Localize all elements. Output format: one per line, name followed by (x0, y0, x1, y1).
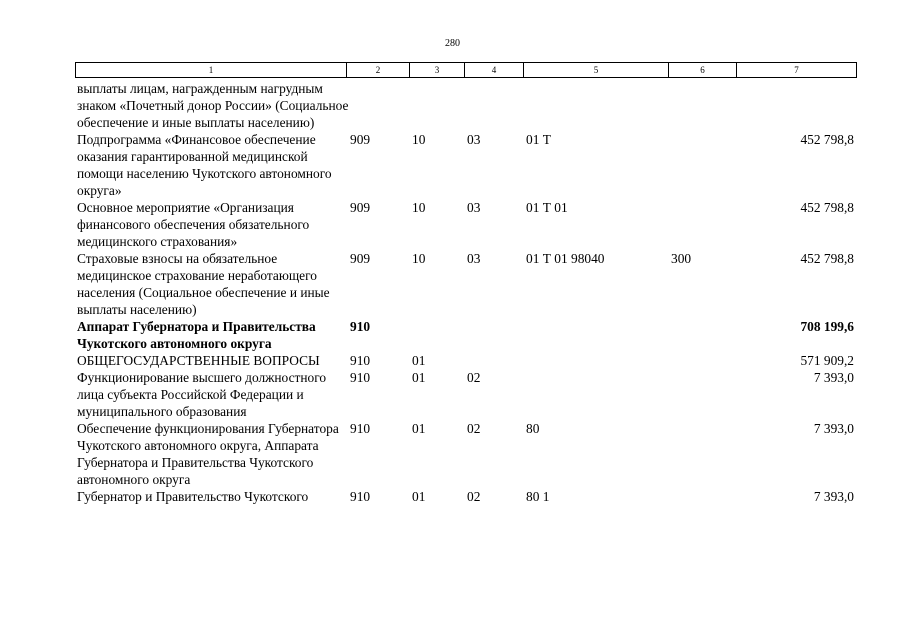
row-sum: 7 393,0 (813, 370, 854, 385)
row-sum: 571 909,2 (800, 353, 854, 368)
row-section: 01 (412, 421, 426, 436)
row-name: Аппарат Губернатора и Правительства Чукотского автономного округа (77, 319, 316, 351)
row-section: 10 (412, 251, 426, 266)
row-article: 01 Т 01 98040 (526, 251, 605, 266)
row-code: 910 (350, 370, 371, 385)
column-header-7: 7 (737, 63, 857, 78)
row-name: Страховые взносы на обязательное медицинское страхование неработающего населения (Социальное обеспечение и иные выплаты населению) (77, 251, 330, 317)
row-section: 01 (412, 370, 426, 385)
row-sum: 452 798,8 (800, 200, 854, 215)
row-sum: 7 393,0 (813, 489, 854, 504)
column-header-6: 6 (669, 63, 737, 78)
row-sum: 708 199,6 (800, 319, 854, 334)
row-expense-type: 300 (671, 251, 692, 266)
column-header-5: 5 (524, 63, 669, 78)
table-row (75, 131, 856, 199)
table-row (75, 80, 856, 131)
row-code: 910 (350, 489, 371, 504)
row-code: 909 (350, 251, 371, 266)
row-article: 01 Т (526, 132, 551, 147)
row-subsection: 03 (467, 251, 481, 266)
row-sum: 452 798,8 (800, 251, 854, 266)
row-name: Губернатор и Правительство Чукотского (77, 489, 309, 504)
page-number: 280 (445, 38, 460, 49)
row-article: 01 Т 01 (526, 200, 568, 215)
row-section: 10 (412, 200, 426, 215)
row-name: Подпрограмма «Финансовое обеспечение оказания гарантированной медицинской помощи населению Чукотского автономного округа» (77, 132, 332, 198)
row-code: 910 (350, 353, 371, 368)
row-subsection: 03 (467, 132, 481, 147)
column-header-table (75, 62, 857, 78)
row-section: 01 (412, 489, 426, 504)
row-name: Основное мероприятие «Организация финансового обеспечения обязательного медицинского страхования» (77, 200, 310, 249)
row-name: ОБЩЕГОСУДАРСТВЕННЫЕ ВОПРОСЫ (77, 353, 320, 368)
row-subsection: 03 (467, 200, 481, 215)
column-header-1: 1 (76, 63, 347, 78)
column-header-4: 4 (465, 63, 524, 78)
row-section: 10 (412, 132, 426, 147)
table-row (75, 420, 856, 488)
row-name: Обеспечение функционирования Губернатора Чукотского автономного округа, Аппарата Губернатора и Правительства Чукотского автономного округа (77, 421, 339, 487)
row-name: Функционирование высшего должностного лица субъекта Российской Федерации и муниципального образования (77, 370, 327, 419)
table-row (75, 352, 856, 369)
row-subsection: 02 (467, 370, 481, 385)
row-sum: 452 798,8 (800, 132, 854, 147)
table-row-bold (75, 318, 856, 352)
row-subsection: 02 (467, 421, 481, 436)
table-row (75, 250, 856, 318)
column-header-3: 3 (410, 63, 465, 78)
row-code: 909 (350, 132, 371, 147)
column-header-row (76, 63, 857, 78)
row-article: 80 (526, 421, 540, 436)
row-section: 01 (412, 353, 426, 368)
row-name: выплаты лицам, награжденным нагрудным знаком «Почетный донор России» (Социальное обеспечение и иные выплаты населению) (77, 81, 349, 130)
row-sum: 7 393,0 (813, 421, 854, 436)
row-subsection: 02 (467, 489, 481, 504)
table-row (75, 369, 856, 420)
table-row (75, 488, 856, 505)
row-article: 80 1 (526, 489, 550, 504)
budget-table-body (75, 80, 856, 505)
column-header-2: 2 (347, 63, 410, 78)
row-code: 910 (350, 319, 371, 334)
row-code: 910 (350, 421, 371, 436)
row-code: 909 (350, 200, 371, 215)
table-row (75, 199, 856, 250)
